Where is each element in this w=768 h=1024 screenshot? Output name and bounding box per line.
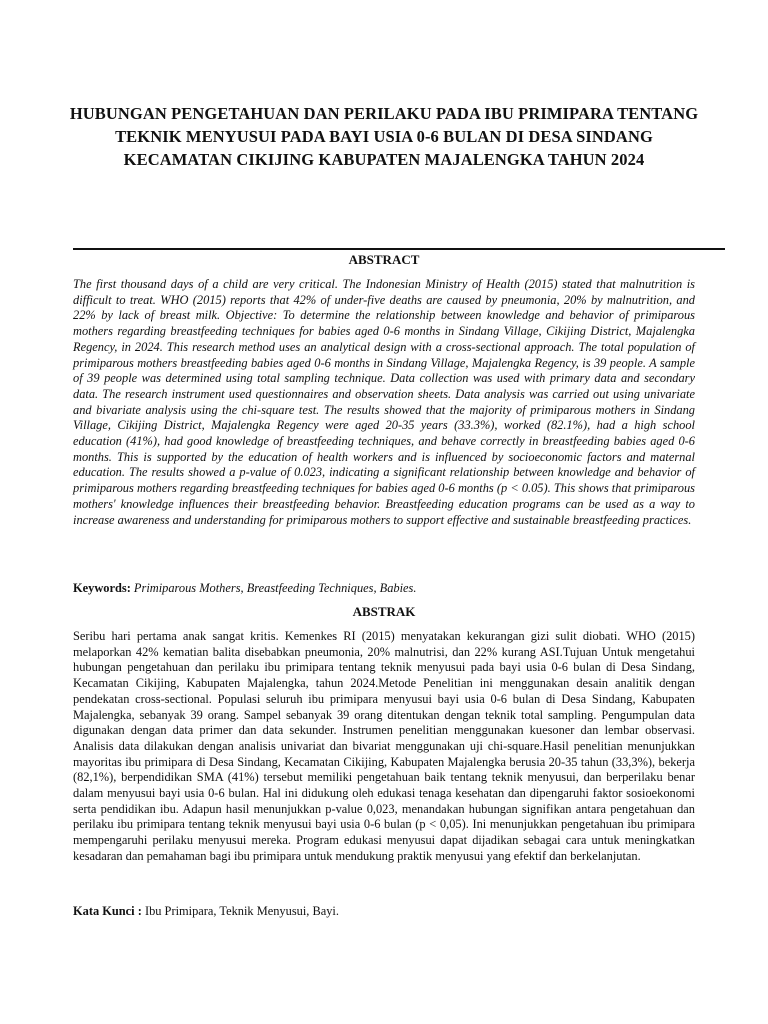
- paper-title: HUBUNGAN PENGETAHUAN DAN PERILAKU PADA IBU PRIMIPARA TENTANG TEKNIK MENYUSUI PADA BAYI USIA 0-6 BULAN DI DESA SINDANG KECAMATAN CIKIJING KABUPATEN MAJALENGKA TAHUN 2024: [69, 104, 699, 169]
- keywords-value: Primiparous Mothers, Breastfeeding Techniques, Babies.: [130, 581, 417, 595]
- kata-kunci-line: [73, 903, 695, 919]
- abstrak-body: Seribu hari pertama anak sangat kritis. Kemenkes RI (2015) menyatakan kekurangan gizi sulit diobati. WHO (2015) melaporkan 42% kematian balita disebabkan pneumonia, 20% malnutrisi, dan 22% kurang ASI.Tujuan Untuk mengetahui hubungan pengetahuan dan perilaku ibu primipara tentang teknik menyusui pada bayi usia 0-6 bulan di Desa Sindang, Kecamatan Cikijing, Kabupaten Majalengka, tahun 2024.Metode Penelitian ini menggunakan desain analitik dengan pendekatan cross-sectional. Populasi seluruh ibu primipara menyusui bayi usia 0-6 bulan di Desa Sindang, Kabupaten Majalengka, sebanyak 39 orang. Sampel sebanyak 39 orang ditentukan dengan teknik total sampling. Pengumpulan data digunakan dengan data primer dan data sekunder. Instrumen penelitian menggunakan kuesoner dan lembar observasi. Analisis data dilakukan dengan analisis univariat dan bivariat menggunakan uji chi-square.Hasil penelitian menunjukkan mayoritas ibu primipara di Desa Sindang, Kecamatan Cikijing, Kabupaten Majalengka berusia 20-35 tahun (33,3%), bekerja (82,1%), berpendidikan SMA (41%) tersebut memiliki pengetahuan baik tentang teknik menyusui, dan berperilaku benar dalam menyusui bayi usia 0-6 bulan. Hal ini didukung oleh edukasi tenaga kesehatan dan dipengaruhi faktor sosioekonomi serta pendidikan ibu. Adapun hasil menunjukkan p-value 0,023, menandakan hubungan signifikan antara pengetahuan dan perilaku ibu primipara tentang teknik menyusui bayi usia 0-6 bulan (p < 0,05). Ini menunjukkan pengetahuan ibu primipara mempengaruhi perilaku menyusui mereka. Program edukasi menyusui dapat dijadikan sebagai cara untuk meningkatkan kesadaran dan pemahaman bagi ibu primipara untuk mendukung praktik menyusui yang efektif dan berkelanjutan.: [73, 629, 695, 863]
- kata-kunci-label: Kata Kunci :: [73, 904, 142, 918]
- abstract-body: The first thousand days of a child are very critical. The Indonesian Ministry of Health (2015) stated that malnutrition is difficult to treat. WHO (2015) reports that 42% of under-five deaths are caused by pneumonia, 20% by malnutrition, and 22% by lack of breast milk. Objective: To determine the relationship between knowledge and behavior of primiparous mothers regarding breastfeeding techniques for babies aged 0-6 months in Sindang Village, Cikijing District, Majalengka Regency, in 2024. This research method uses an analytical design with a cross-sectional approach. The total population of primiparous mothers breastfeeding babies aged 0-6 months in Sindang Village, Majalengka Regency, is 39 people. A sample of 39 people was determined using total sampling technique. Data collection was used with primary data and secondary data. The research instrument used questionnaires and observation sheets. Data analysis was carried out using univariate and bivariate analysis using the chi-square test. The results showed that the majority of primiparous mothers in Sindang Village, Cikijing District, Majalengka Regency were aged 20-35 years (33.3%), worked (82.1%), had a high school education (41%), had good knowledge of breastfeeding techniques, and behave correctly in breastfeeding babies aged 0-6 months. This is supported by the education of health workers and is influenced by socioeconomic factors and maternal education. The results showed a p-value of 0.023, indicating a significant relationship between knowledge and behavior of primiparous mothers regarding breastfeeding techniques for babies aged 0-6 months (p < 0.05). This shows that primiparous mothers' knowledge influences their breastfeeding behavior. Breastfeeding education programs can be used as a way to increase awareness and understanding for primiparous mothers to support effective and sustainable breastfeeding practices.: [73, 277, 695, 527]
- abstrak-heading: ABSTRAK: [352, 604, 416, 619]
- abstract-heading: ABSTRACT: [348, 252, 420, 267]
- kata-kunci-value: Ibu Primipara, Teknik Menyusui, Bayi.: [141, 904, 339, 918]
- keywords-label: Keywords:: [73, 581, 131, 595]
- title-divider: [73, 248, 725, 250]
- keywords-line: [73, 580, 695, 596]
